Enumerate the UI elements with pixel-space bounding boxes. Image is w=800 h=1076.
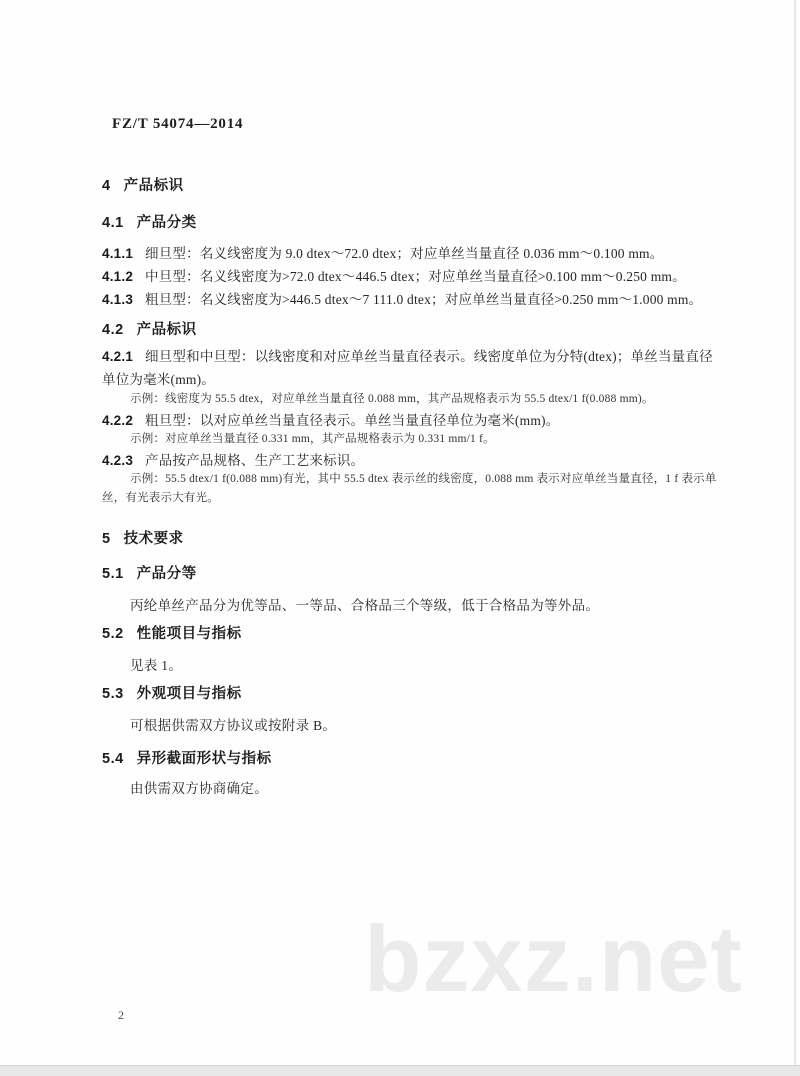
clause-4-1-3: [102, 288, 710, 311]
site-watermark: bzxz.net: [364, 906, 743, 1011]
example-4-2-3-text-line2: 丝，有光表示大有光。: [102, 492, 219, 504]
section-5-4-title: 异形截面形状与指标: [136, 751, 272, 767]
section-5-4-number: 5.4: [102, 751, 124, 767]
example-4-2-2: [102, 430, 710, 449]
clause-4-2-3-number: 4.2.3: [102, 453, 134, 468]
clause-4-2-1-text-line1: 细旦型和中旦型：以线密度和对应单丝当量直径表示。线密度单位为分特(dtex)；单丝当量直径: [145, 349, 713, 364]
section-4-2-title: 产品标识: [136, 322, 197, 338]
section-5-1-number: 5.1: [102, 566, 124, 582]
standard-number: FZ/T 54074—2014: [112, 116, 244, 132]
clause-4-2-2-text: 粗旦型：以对应单丝当量直径表示。单丝当量直径单位为毫米(mm)。: [145, 413, 560, 428]
section-5-4-heading: [102, 747, 272, 768]
example-4-2-3-text-line1: 示例：55.5 dtex/1 f(0.088 mm)有光，其中 55.5 dtex 表示丝的线密度，0.088 mm 表示对应单丝当量直径，1 f 表示单: [130, 473, 717, 485]
clause-4-2-2-number: 4.2.2: [102, 413, 134, 428]
clause-4-1-1-text: 细旦型：名义线密度为 9.0 dtex～72.0 dtex；对应单丝当量直径 0.036 mm～0.100 mm。: [145, 246, 664, 261]
section-4-1-number: 4.1: [102, 215, 124, 231]
section-5-1-heading: [102, 562, 197, 583]
example-4-2-1: [102, 390, 710, 409]
section-5-2-title: 性能项目与指标: [136, 626, 242, 642]
section-5-3-heading: [102, 682, 242, 703]
section-5-3-number: 5.3: [102, 686, 124, 702]
section-5-3-title: 外观项目与指标: [136, 686, 242, 702]
paragraph-5-2: 见表 1。: [130, 658, 183, 673]
clause-4-2-3-text: 产品按产品规格、生产工艺来标识。: [145, 453, 365, 468]
clause-4-1-3-text: 粗旦型：名义线密度为>446.5 dtex～7 111.0 dtex；对应单丝当量直径>0.250 mm～1.000 mm。: [145, 292, 703, 307]
section-5-number: 5: [102, 531, 111, 547]
clause-4-2-1-text-line2: 单位为毫米(mm)。: [102, 372, 215, 387]
example-4-2-3: [102, 470, 717, 508]
clause-4-1-1-number: 4.1.1: [102, 246, 134, 261]
section-5-2-heading: [102, 622, 242, 643]
clause-4-2-1: [102, 345, 713, 391]
section-4-number: 4: [102, 178, 111, 194]
section-5-heading: [102, 527, 184, 548]
paragraph-5-3: 可根据供需双方协议或按附录 B。: [130, 718, 337, 733]
clause-4-1-2-number: 4.1.2: [102, 269, 134, 284]
paragraph-5-4: 由供需双方协商确定。: [130, 781, 268, 796]
paragraph-5-1: 丙纶单丝产品分为优等品、一等品、合格品三个等级，低于合格品为等外品。: [130, 598, 600, 613]
page-edge-line: [794, 0, 796, 1076]
clause-4-1-3-number: 4.1.3: [102, 292, 134, 307]
section-4-2-number: 4.2: [102, 322, 124, 338]
section-5-1-title: 产品分等: [136, 566, 197, 582]
section-5-title: 技术要求: [123, 531, 184, 547]
clause-4-2-3: [102, 449, 710, 472]
section-4-title: 产品标识: [123, 178, 184, 194]
section-4-1-title: 产品分类: [136, 215, 197, 231]
section-5-2-number: 5.2: [102, 626, 124, 642]
section-4-heading: [102, 174, 184, 195]
clause-4-1-1: [102, 242, 710, 265]
section-4-1-heading: [102, 211, 197, 232]
clause-4-2-1-number: 4.2.1: [102, 349, 134, 364]
clause-4-1-2-text: 中旦型：名义线密度为>72.0 dtex～446.5 dtex；对应单丝当量直径>0.100 mm～0.250 mm。: [145, 269, 686, 284]
section-4-2-heading: [102, 318, 197, 339]
clause-4-1-2: [102, 265, 710, 288]
bottom-scan-strip: [0, 1065, 800, 1076]
example-4-2-1-text: 示例：线密度为 55.5 dtex，对应单丝当量直径 0.088 mm，其产品规格表示为 55.5 dtex/1 f(0.088 mm)。: [130, 393, 654, 405]
example-4-2-2-text: 示例：对应单丝当量直径 0.331 mm，其产品规格表示为 0.331 mm/1 f。: [130, 433, 495, 445]
clause-4-2-2: [102, 409, 710, 432]
page-number: 2: [118, 1008, 124, 1022]
